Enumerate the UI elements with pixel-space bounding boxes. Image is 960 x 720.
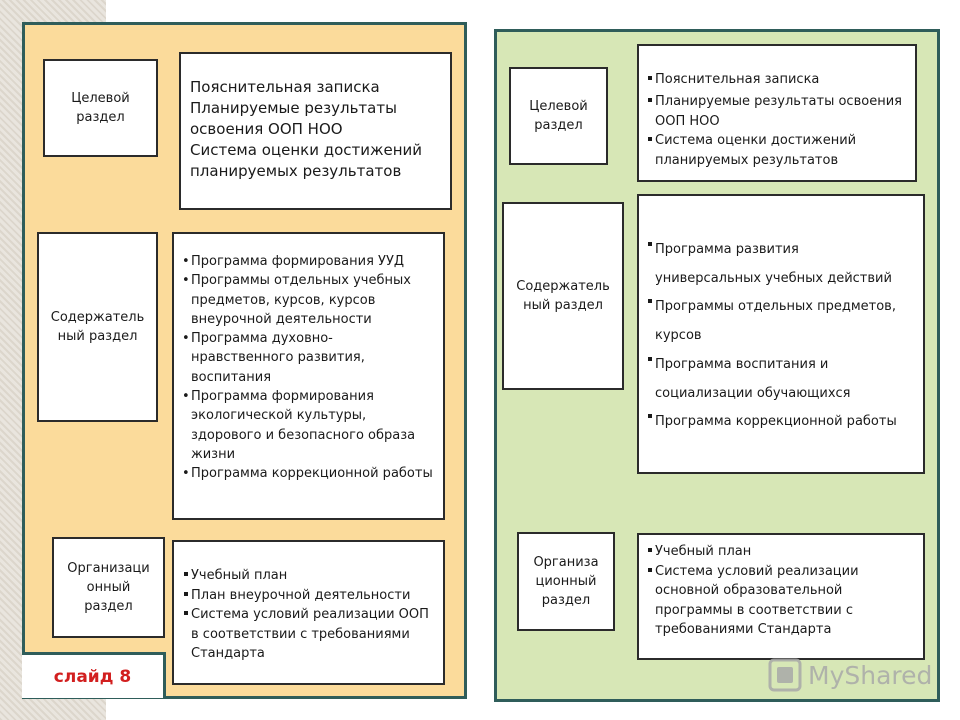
right-org-section-content: [637, 533, 925, 660]
right-org-item: Система условий реализации основной образовательной программы в соответствии с требованиями Стандарта: [647, 562, 913, 640]
left-content-list: [182, 252, 433, 484]
left-content-item: • Программа коррекционной работы: [182, 464, 433, 483]
left-target-section-content: [179, 52, 452, 210]
right-target-list: [647, 70, 907, 170]
right-org-list: [647, 542, 913, 640]
right-target-section-content: [637, 44, 917, 182]
left-org-item: Учебный план: [183, 566, 433, 586]
right-content-list: [647, 236, 913, 437]
left-target-item: Планируемые результаты освоения ООП НОО: [190, 99, 397, 138]
watermark: [768, 655, 932, 695]
left-org-item: Система условий реализации ООП в соответствии с требованиями Стандарта: [183, 605, 433, 664]
right-target-item: Планируемые результаты освоения ООП НОО: [647, 92, 907, 131]
watermark-logo-icon: [768, 658, 802, 692]
left-content-section-label: Содержатель ный раздел: [37, 232, 158, 422]
watermark-text: MyShared: [808, 660, 933, 690]
left-target-item: Пояснительная записка: [190, 78, 380, 96]
right-org-item: Учебный план: [647, 542, 913, 562]
right-target-item: Пояснительная записка: [647, 70, 907, 89]
left-content-item: • Программа формирования экологической культуры, здорового и безопасного образа жизни: [182, 387, 433, 464]
left-target-section-label: Целевой раздел: [43, 59, 158, 157]
left-org-list: [183, 566, 433, 664]
left-content-item: • Программы отдельных учебных предметов, курсов, курсов внеурочной деятельности: [182, 271, 433, 329]
left-org-item: План внеурочной деятельности: [183, 586, 433, 606]
slide-number-label: слайд 8: [22, 652, 166, 698]
right-content-item: Программа коррекционной работы: [647, 408, 913, 437]
right-target-section-label: Целевой раздел: [509, 67, 608, 165]
left-content-section-content: [172, 232, 445, 520]
right-content-section-label: Содержатель ный раздел: [502, 202, 624, 390]
left-content-item: • Программа духовно-нравственного развития, воспитания: [182, 329, 433, 387]
right-content-item: Программа развития универсальных учебных действий: [647, 236, 913, 293]
right-org-section-label: Организа ционный раздел: [517, 532, 615, 631]
right-target-item: Система оценки достижений планируемых результатов: [647, 131, 907, 170]
right-content-section-content: [637, 194, 925, 474]
right-content-item: Программы отдельных предметов, курсов: [647, 293, 913, 350]
left-target-item: Система оценки достижений планируемых результатов: [190, 141, 423, 180]
left-org-section-label: Организаци онный раздел: [52, 537, 165, 638]
right-content-item: Программа воспитания и социализации обучающихся: [647, 351, 913, 408]
left-content-item: • Программа формирования УУД: [182, 252, 433, 271]
left-org-section-content: [172, 540, 445, 685]
